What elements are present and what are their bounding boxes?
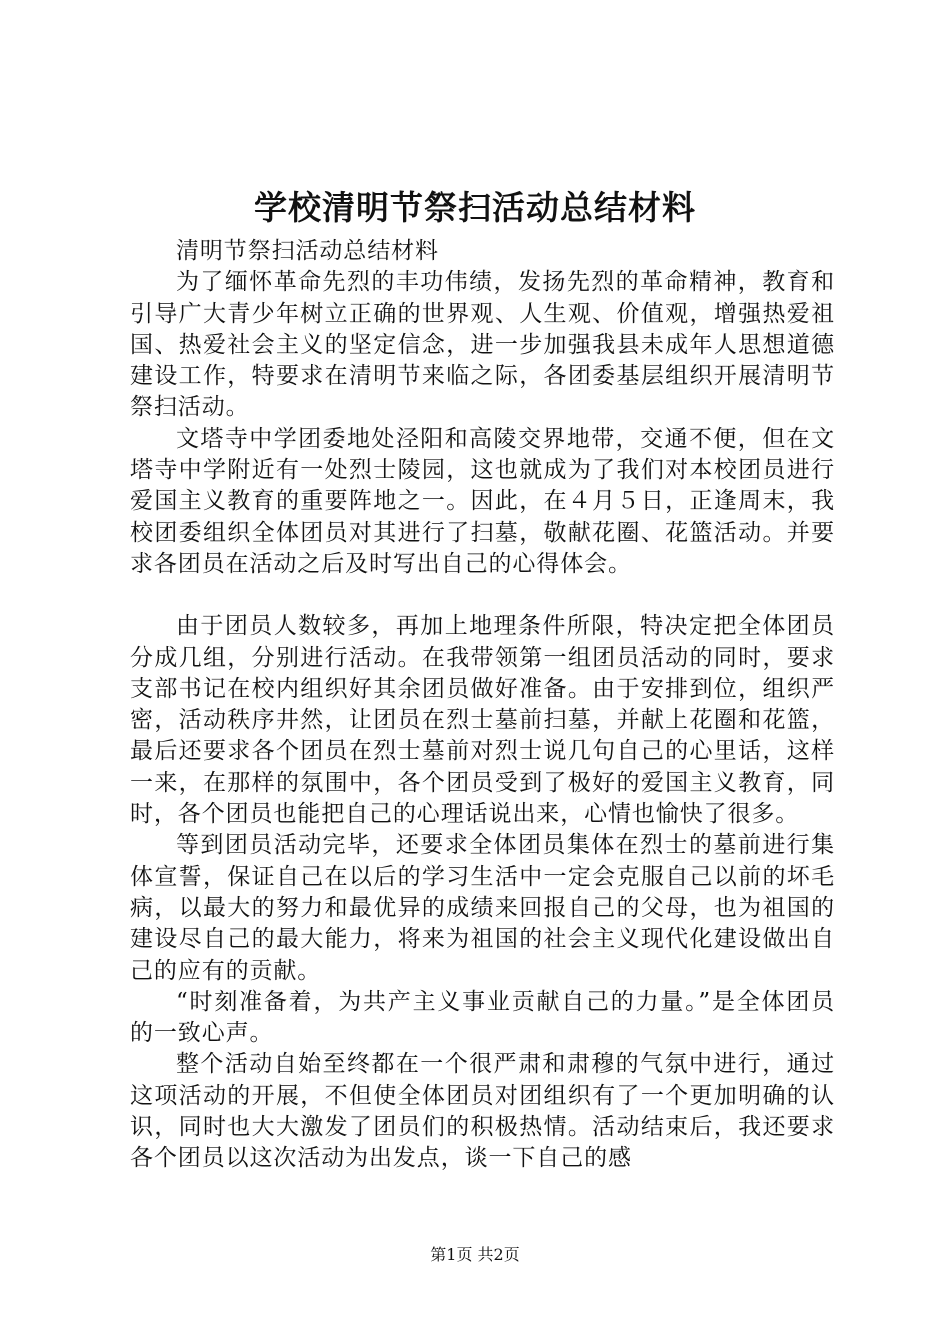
paragraph-intro: 为了缅怀革命先烈的丰功伟绩，发扬先烈的革命精神，教育和引导广大青少年树立正确的世界观、人生观、价值观，增强热爱祖国、热爱社会主义的坚定信念，进一步加强我县未成年人思想道德建设工作，特要求在清明节来临之际，各团委基层组织开展清明节祭扫活动。 — [130, 269, 835, 421]
paragraph-oath: 等到团员活动完毕，还要求全体团员集体在烈士的墓前进行集体宣誓，保证自己在以后的学习生活中一定会克服自己以前的坏毛病，以最大的努力和最优异的成绩来回报自己的父母，也为祖国的建设尽自己的最大能力，将来为祖国的社会主义现代化建设做出自己的应有的贡献。 — [130, 832, 835, 984]
page-footer: 第1页 共2页 — [430, 1245, 520, 1264]
document-body — [130, 236, 835, 1175]
paragraph-quote: “时刻准备着，为共产主义事业贡献自己的力量。”是全体团员的一致心声。 — [130, 988, 835, 1047]
paragraph-groups: 由于团员人数较多，再加上地理条件所限，特决定把全体团员分成几组，分别进行活动。在我带领第一组团员活动的同时，要求支部书记在校内组织好其余团员做好准备。由于安排到位，组织严密，活动秩序井然，让团员在烈士墓前扫墓，并献上花圈和花篮，最后还要求各个团员在烈士墓前对烈士说几句自己的心里话，这样一来，在那样的氛围中，各个团员受到了极好的爱国主义教育，同时，各个团员也能把自己的心理话说出来，心情也愉快了很多。 — [130, 613, 835, 828]
document-subtitle: 清明节祭扫活动总结材料 — [176, 238, 439, 264]
paragraph-school: 文塔寺中学团委地处泾阳和高陵交界地带，交通不便，但在文塔寺中学附近有一处烈士陵园，这也就成为了我们对本校团员进行爱国主义教育的重要阵地之一。因此，在４月５日，正逢周末，我校团委组织全体团员对其进行了扫墓，敬献花圈、花篮活动。并要求各团员在活动之后及时写出自己的心得体会。 — [130, 425, 835, 577]
paragraph-spacer — [130, 580, 835, 611]
paragraph-conclusion: 整个活动自始至终都在一个很严肃和肃穆的气氛中进行，通过这项活动的开展，不但使全体团员对团组织有了一个更加明确的认识，同时也大大激发了团员们的积极热情。活动结束后，我还要求各个团员以这次活动为出发点，谈一下自己的感 — [130, 1051, 835, 1172]
document-title: 学校清明节祭扫活动总结材料 — [254, 188, 696, 227]
